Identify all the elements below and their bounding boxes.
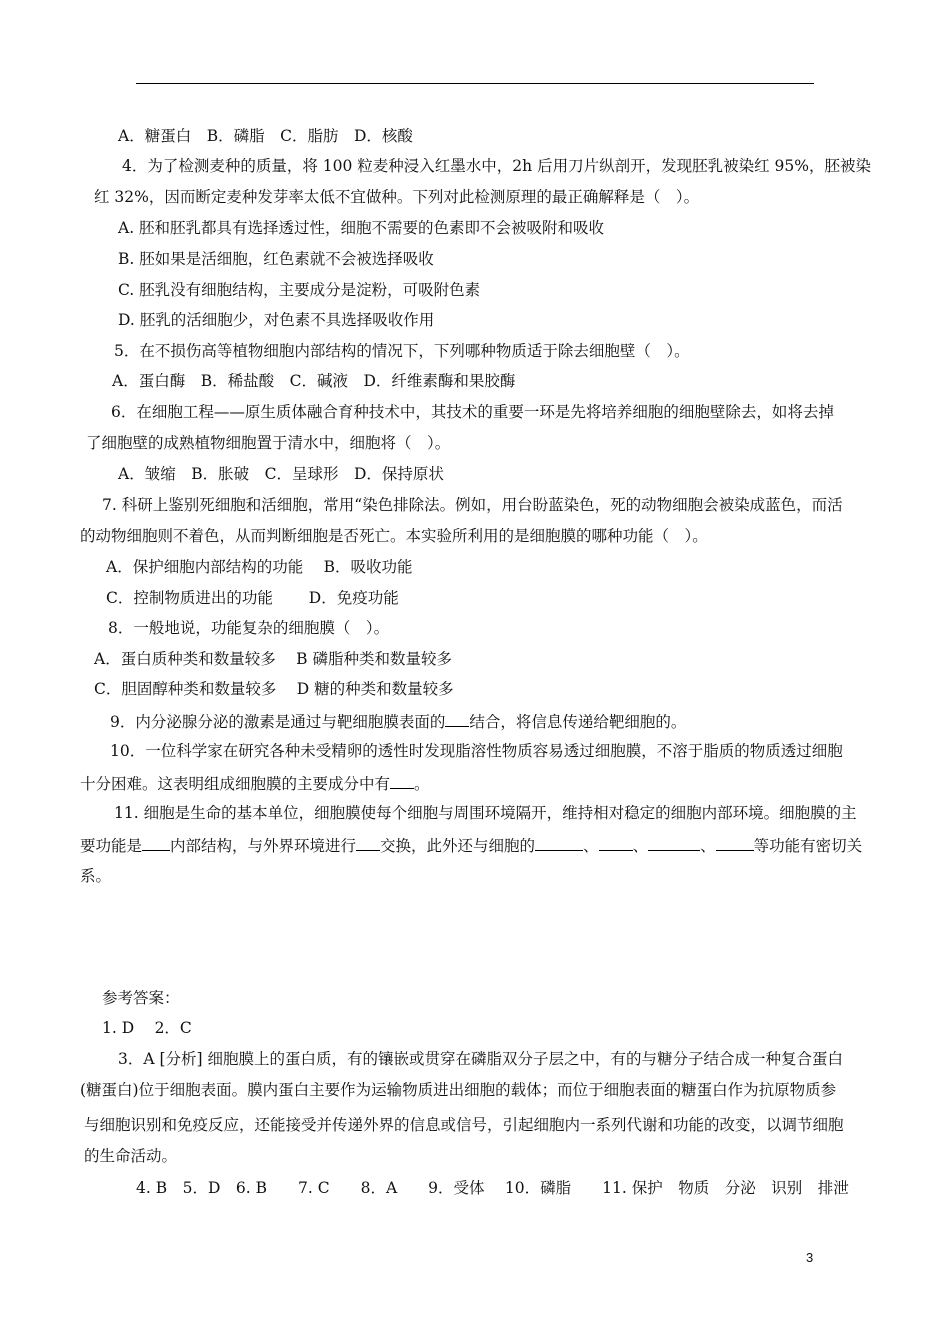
q5-stem: 5．在不损伤高等植物细胞内部结构的情况下，下列哪种物质适于除去细胞壁（ ）。	[114, 342, 690, 360]
answer-3-line3: 与细胞识别和免疫反应，还能接受并传递外界的信息或信号，引起细胞内一系列代谢和功能的改变，以调节细胞	[84, 1116, 844, 1134]
q11-text-4: 等功能有密切关	[753, 837, 863, 855]
q11-blank-3	[535, 834, 583, 851]
q5-options: A．蛋白酶 B．稀盐酸 C．碱液 D．纤维素酶和果胶酶	[112, 372, 516, 390]
answers-heading: 参考答案：	[102, 989, 180, 1007]
q11-text-2: 内部结构，与外界环境进行	[170, 837, 357, 855]
header-rule	[136, 83, 814, 84]
q3-options: A．糖蛋白 B．磷脂 C．脂肪 D．核酸	[118, 127, 413, 145]
q11-blank-4	[599, 834, 633, 851]
q4-option-c: C. 胚乳没有细胞结构，主要成分是淀粉，可吸附色素	[118, 281, 481, 299]
q7-options-ab: A．保护细胞内部结构的功能 B．吸收功能	[106, 558, 413, 576]
q11-stem-line3: 系。	[80, 867, 112, 885]
q11-text-1: 要功能是	[80, 837, 143, 855]
q9-text-after: 结合，将信息传递给靶细胞的。	[469, 713, 687, 731]
q10-stem-line1: 10．一位科学家在研究各种未受精卵的透性时发现脂溶性物质容易透过细胞膜，不溶于脂质的物质透过细胞	[110, 742, 843, 760]
q7-stem-line1: 7. 科研上鉴别死细胞和活细胞，常用“染色排除法。例如，用台盼蓝染色，死的动物细胞会被染成蓝色，而活	[102, 496, 843, 514]
q9-blank	[445, 710, 469, 727]
page-number: 3	[806, 1250, 814, 1265]
q11-separator: 、	[632, 837, 649, 855]
q6-stem-line2: 了细胞壁的成熟植物细胞置于清水中，细胞将（ ）。	[86, 434, 451, 452]
q7-options-cd: C．控制物质进出的功能 D．免疫功能	[106, 589, 399, 607]
q11-blank-6	[716, 834, 754, 851]
q10-line2	[80, 772, 430, 794]
q4-stem-line2: 红 32%，因而断定麦种发芽率太低不宜做种。下列对此检测原理的最正确解释是（ ）。	[94, 188, 700, 206]
q11-blank-1	[142, 834, 170, 851]
q11-line2	[80, 834, 862, 856]
q11-blank-5	[648, 834, 700, 851]
q6-stem-line1: 6．在细胞工程——原生质体融合育种技术中，其技术的重要一环是先将培养细胞的细胞壁除去，如将去掉	[111, 403, 834, 421]
q4-option-d: D. 胚乳的活细胞少，对色素不具选择吸收作用	[118, 311, 435, 329]
q10-blank	[390, 772, 414, 789]
answer-3-line1: 3．A [分析] 细胞膜上的蛋白质，有的镶嵌或贯穿在磷脂双分子层之中，有的与糖分子结合成一种复合蛋白	[118, 1050, 844, 1068]
q4-stem-line1: 4．为了检测麦种的质量，将 100 粒麦种浸入红墨水中，2h 后用刀片纵剖开，发现胚乳被染红 95%，胚被染	[122, 157, 871, 175]
answer-3-line2: (糖蛋白)位于细胞表面。膜内蛋白主要作为运输物质进出细胞的载体；而位于细胞表面的糖蛋白作为抗原物质参	[80, 1081, 837, 1099]
q6-options: A．皱缩 B．胀破 C．呈球形 D．保持原状	[118, 465, 444, 483]
q4-option-b: B. 胚如果是活细胞，红色素就不会被选择吸收	[118, 250, 434, 268]
q8-options-cd: C．胆固醇种类和数量较多 D 糖的种类和数量较多	[94, 680, 454, 698]
q9-text-before: 9．内分泌腺分泌的激素是通过与靶细胞膜表面的	[110, 713, 446, 731]
q7-stem-line2: 的动物细胞则不着色，从而判断细胞是否死亡。本实验所利用的是细胞膜的哪种功能（ ）。	[80, 527, 708, 545]
q11-separator: 、	[700, 837, 716, 855]
q8-options-ab: A．蛋白质种类和数量较多 B 磷脂种类和数量较多	[94, 650, 452, 668]
q11-separator: 、	[583, 837, 599, 855]
q10-text-after: 。	[414, 775, 430, 793]
q11-text-3: 交换，此外还与细胞的	[380, 837, 536, 855]
q11-blank-2	[356, 834, 380, 851]
answers-4-11: 4. B 5．D 6. B 7. C 8．A 9．受体 10．磷脂 11. 保护 物质 分泌 识别 排泄	[136, 1179, 849, 1197]
q4-option-a: A. 胚和胚乳都具有选择透过性，细胞不需要的色素即不会被吸附和吸收	[118, 219, 605, 237]
q9-line	[110, 710, 686, 732]
answer-3-line4: 的生命活动。	[84, 1147, 178, 1165]
q10-text-before: 十分困难。这表明组成细胞膜的主要成分中有	[80, 775, 391, 793]
q8-stem: 8．一般地说，功能复杂的细胞膜（ ）。	[108, 619, 390, 637]
answers-1-2: 1. D 2．C	[102, 1019, 192, 1037]
q11-stem-line1: 11. 细胞是生命的基本单位，细胞膜使每个细胞与周围环境隔开，维持相对稳定的细胞内部环境。细胞膜的主	[114, 804, 857, 822]
